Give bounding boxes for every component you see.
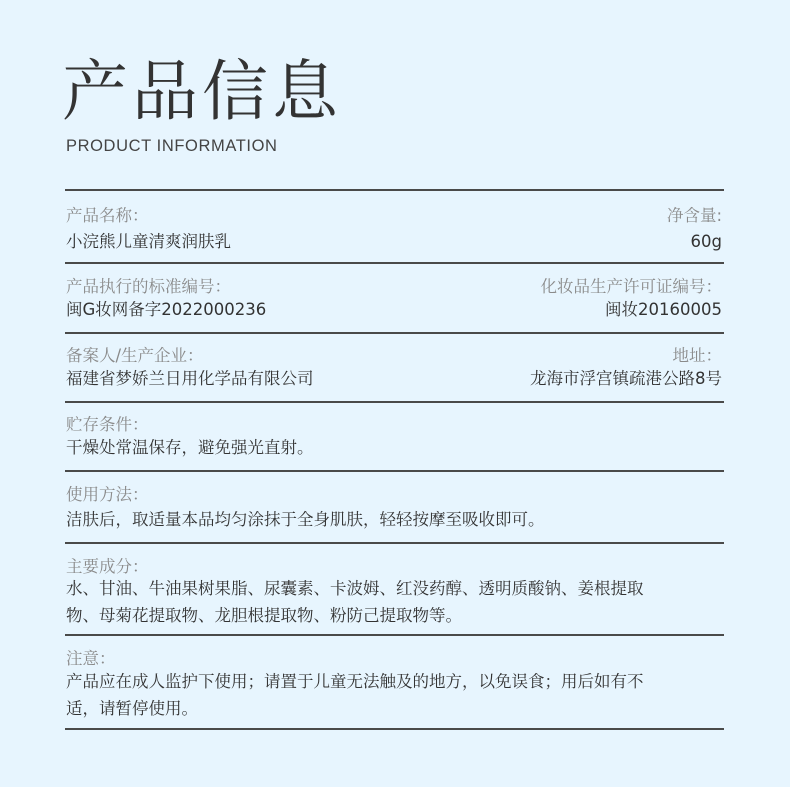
divider xyxy=(65,401,724,403)
company-label: 备案人/生产企业： xyxy=(66,346,204,365)
ingredients-label: 主要成分： xyxy=(66,557,149,576)
notice-line: 产品应在成人监护下使用；请置于儿童无法触及的地方，以免误食；用后如有不 xyxy=(66,672,644,691)
divider xyxy=(65,470,724,472)
divider xyxy=(65,332,724,334)
storage-label: 贮存条件： xyxy=(66,415,149,434)
storage-value: 干燥处常温保存，避免强光直射。 xyxy=(66,438,314,457)
address-value: 龙海市浮宫镇疏港公路8号 xyxy=(530,369,722,388)
notice-label: 注意： xyxy=(66,649,116,668)
company-value: 福建省梦娇兰日用化学品有限公司 xyxy=(66,369,314,388)
ingredients-line: 水、甘油、牛油果树果脂、尿囊素、卡波姆、红没药醇、透明质酸钠、姜根提取 xyxy=(66,579,644,598)
net-content-label: 净含量: xyxy=(666,206,722,225)
page-subtitle: PRODUCT INFORMATION xyxy=(66,137,278,155)
standard-number-label: 产品执行的标准编号： xyxy=(66,277,231,296)
product-name-label: 产品名称： xyxy=(66,206,149,225)
divider xyxy=(65,262,724,264)
standard-number-value: 闽G妆网备字2022000236 xyxy=(66,300,267,319)
divider xyxy=(65,634,724,636)
ingredients-value xyxy=(66,575,726,629)
divider xyxy=(65,189,724,191)
net-content-value: 60g xyxy=(690,232,722,251)
license-number-value: 闽妆20160005 xyxy=(605,300,722,319)
divider xyxy=(65,542,724,544)
ingredients-line: 物、母菊花提取物、龙胆根提取物、粉防己提取物等。 xyxy=(66,606,462,625)
usage-value: 洁肤后，取适量本品均匀涂抹于全身肌肤，轻轻按摩至吸收即可。 xyxy=(66,510,545,529)
notice-value xyxy=(66,668,726,722)
license-number-label: 化妆品生产许可证编号： xyxy=(540,277,722,296)
notice-line: 适，请暂停使用。 xyxy=(66,699,198,718)
usage-label: 使用方法： xyxy=(66,485,149,504)
address-label: 地址： xyxy=(672,346,722,365)
divider xyxy=(65,728,724,730)
page-title: 产品信息 xyxy=(62,53,342,130)
product-name-value: 小浣熊儿童清爽润肤乳 xyxy=(66,232,231,251)
